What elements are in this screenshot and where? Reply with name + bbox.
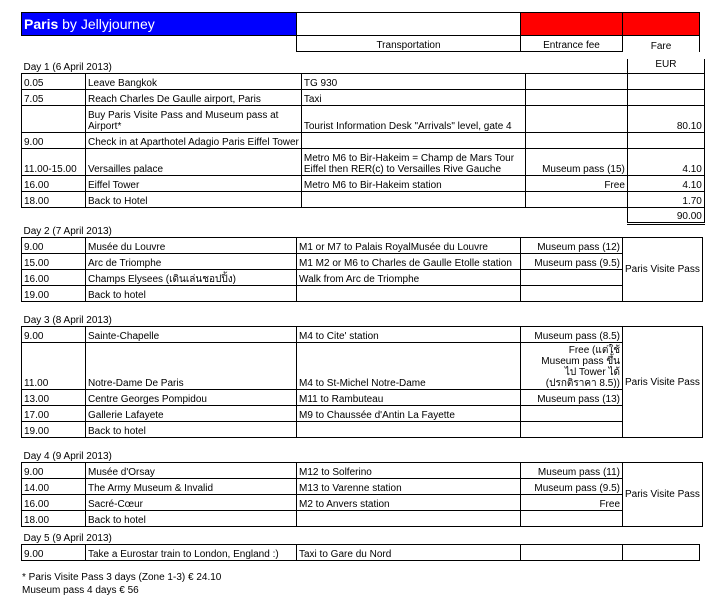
fare-red-cell [623,13,700,36]
day5-table [21,530,700,561]
note-paris-visite-pass: * Paris Visite Pass 3 days (Zone 1-3) € 24.10 [22,572,222,583]
table-row: 13.00 Centre Georges Pompidou M11 to Rambuteau Museum pass (13) [22,390,703,406]
table-row: 7.05 Reach Charles De Gaulle airport, Paris Taxi [22,90,705,106]
day1-title: Day 1 (6 April 2013) [23,62,112,73]
col-header-fare: Fare [623,36,700,52]
footnotes [22,571,221,597]
day4-table [21,448,703,527]
day4-title: Day 4 (9 April 2013) [23,451,112,462]
table-row: 15.00 Arc de Triomphe M1 M2 or M6 to Charles de Gaulle Etolle station Museum pass (9.5) [22,254,703,270]
col-header-entrance-fee: Entrance fee [521,36,623,52]
table-row: 19.00 Back to hotel [22,422,703,438]
table-row: 16.00 Champs Elysees (เดินเล่นชอปปิ้ง) Walk from Arc de Triomphe [22,270,703,286]
day2-title: Day 2 (7 April 2013) [23,226,112,237]
table-row: Buy Paris Visite Pass and Museum pass at Airport* Tourist Information Desk "Arrivals" level, gate 4 80.10 [22,106,705,133]
table-row: 9.00 Sainte-Chapelle M4 to Cite' station Museum pass (8.5) Paris Visite Pass [22,327,703,343]
day2-table [21,223,703,302]
day5-title: Day 5 (9 April 2013) [23,533,112,544]
fare-currency: EUR [627,59,704,74]
entrance-red-cell [521,13,623,36]
table-row: 19.00 Back to hotel [22,286,703,302]
table-row: 9.00 Check in at Aparthotel Adagio Paris Eiffel Tower [22,133,705,149]
table-row: 16.00 Eiffel Tower Metro M6 to Bir-Hakeim station Free 4.10 [22,176,705,192]
table-row: 16.00 Sacré-Cœur M2 to Anvers station Free [22,495,703,511]
day1-total: 90.00 [627,208,704,224]
table-row: 0.05 Leave Bangkok TG 930 [22,74,705,90]
day3-table [21,312,703,438]
page-title: Paris by Jellyjourney [22,13,297,36]
table-row: 18.00 Back to hotel [22,511,703,527]
table-row: 11.00-15.00 Versailles palace Metro M6 to Bir-Hakeim = Champ de Mars Tour Eiffel then RER(c) to Versailles Rive Gauche Museum pass (15) 4.10 [22,149,705,176]
table-row: 9.00 Musée du Louvre M1 or M7 to Palais RoyalMusée du Louvre Museum pass (12) Paris Visite Pass [22,238,703,254]
table-row: 17.00 Gallerie Lafayete M9 to Chaussée d'Antin La Fayette [22,406,703,422]
header-table [21,12,700,52]
table-row: 14.00 The Army Museum & Invalid M13 to Varenne station Museum pass (9.5) [22,479,703,495]
day2-pass: Paris Visite Pass [623,238,703,302]
day1-table [21,59,705,225]
table-row: 11.00 Notre-Dame De Paris M4 to St-Michel Notre-Dame Free (แต่ใช้ Museum pass ขึ้นไป Tower ได้ (ปรกติราคา 8.5)) [22,343,703,390]
day3-title: Day 3 (8 April 2013) [23,315,112,326]
table-row: 9.00 Musée d'Orsay M12 to Solferino Museum pass (11) Paris Visite Pass [22,463,703,479]
note-museum-pass: Museum pass 4 days € 56 [22,585,139,596]
table-row: 18.00 Back to Hotel 1.70 [22,192,705,208]
col-header-transportation: Transportation [297,36,521,52]
table-row: 9.00 Take a Eurostar train to London, England :) Taxi to Gare du Nord [22,545,700,561]
day3-pass: Paris Visite Pass [623,327,703,438]
day4-pass: Paris Visite Pass [623,463,703,527]
